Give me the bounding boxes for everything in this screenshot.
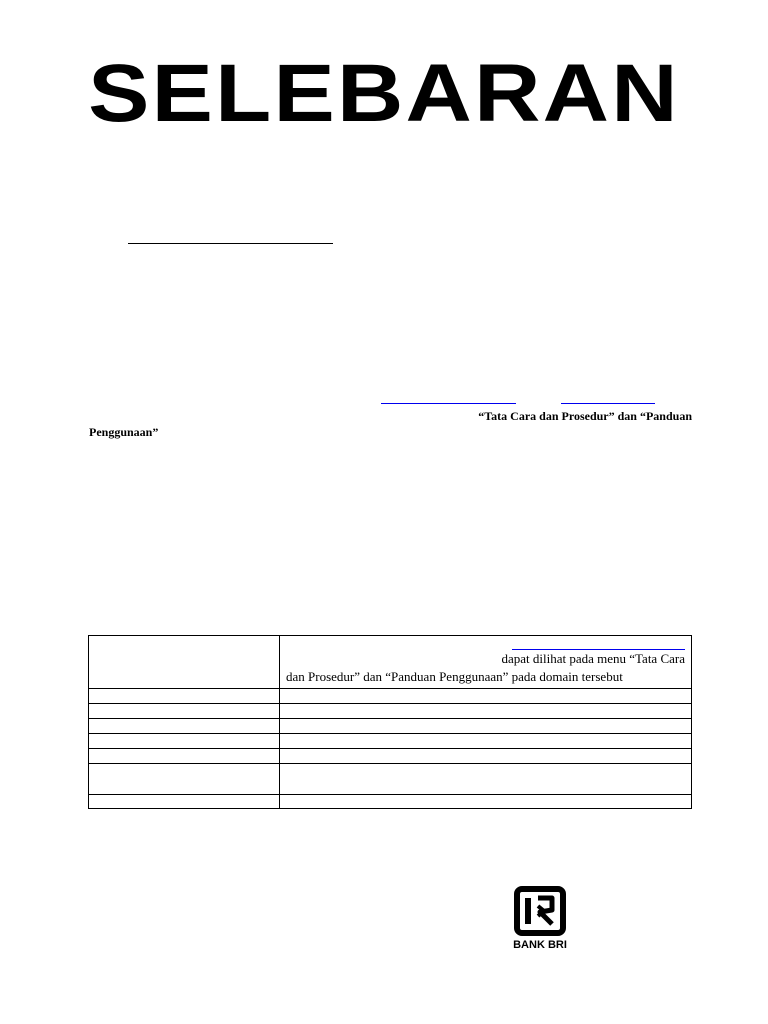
hyperlink-1[interactable] xyxy=(381,403,516,404)
hyperlink-2[interactable] xyxy=(561,403,655,404)
table-cell xyxy=(89,795,280,809)
table-cell xyxy=(280,734,692,749)
table-row xyxy=(89,704,692,719)
info-text-line2: dan Prosedur” dan “Panduan Penggunaan” pada domain tersebut xyxy=(286,669,623,684)
table-cell xyxy=(280,749,692,764)
info-text-line1: dapat dilihat pada menu “Tata Cara xyxy=(501,651,685,666)
table-row xyxy=(89,719,692,734)
table-row xyxy=(89,689,692,704)
table-cell xyxy=(89,704,280,719)
bank-bri-logo-icon xyxy=(514,886,566,936)
signature-line xyxy=(128,243,333,244)
table-cell xyxy=(89,689,280,704)
page-title: SELEBARAN xyxy=(88,48,680,139)
table-row xyxy=(89,764,692,795)
table-cell xyxy=(280,636,692,689)
menu-reference-text: “Tata Cara dan Prosedur” dan “Panduan xyxy=(478,409,692,423)
bank-bri-logo xyxy=(508,886,572,951)
table-cell xyxy=(89,749,280,764)
table-row xyxy=(89,636,692,689)
table-cell xyxy=(89,734,280,749)
info-description xyxy=(280,636,691,688)
table-row xyxy=(89,749,692,764)
table-row xyxy=(89,734,692,749)
table-cell xyxy=(89,719,280,734)
table-cell xyxy=(280,719,692,734)
table-row xyxy=(89,795,692,809)
table-cell xyxy=(89,764,280,795)
table-cell xyxy=(280,704,692,719)
menu-reference-text-cont: Penggunaan” xyxy=(89,425,159,439)
table-cell xyxy=(280,795,692,809)
table-cell xyxy=(280,764,692,795)
table-cell xyxy=(89,636,280,689)
table-cell xyxy=(280,689,692,704)
bank-bri-label: BANK BRI xyxy=(513,939,567,951)
info-table xyxy=(88,635,692,809)
